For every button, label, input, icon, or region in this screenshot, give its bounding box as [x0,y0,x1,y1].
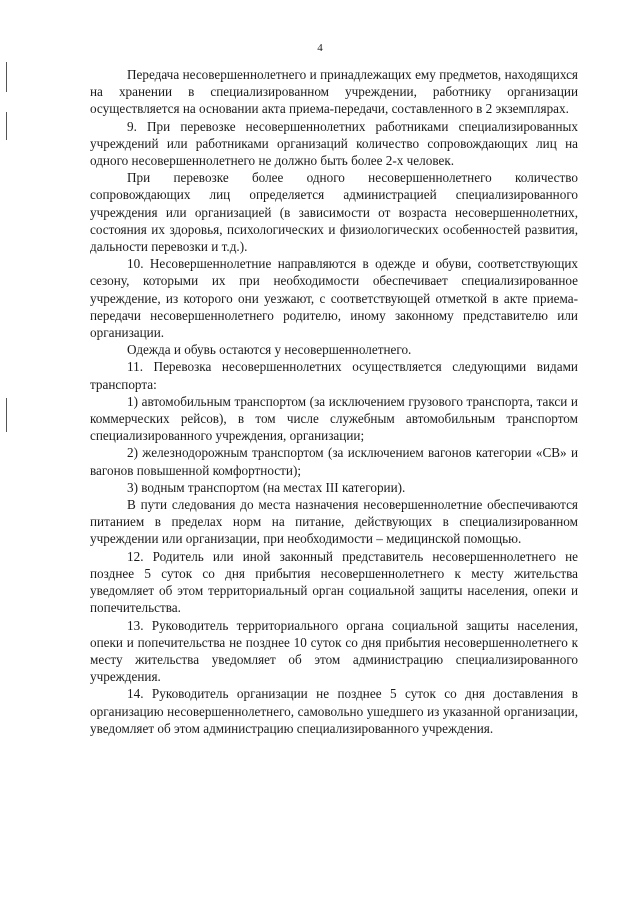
paragraph-13: 13. Руководитель территориального органа социальной защиты населения, опеки и попечительства не позднее 10 суток со дня прибытия несовершеннолетнего к месту жительства уведомляет об этом администрацию специализированного учреждения. [90,617,578,685]
scan-edge-mark [6,112,7,140]
list-item-water: 3) водным транспортом (на местах III категории). [127,479,406,495]
list-item-automobile: 1) автомобильным транспортом (за исключением грузового транспорта, такси и коммерческих рейсов), в том числе служебным автомобильным транспортом специализированного учреждения, организации; [90,393,578,444]
page-number: 4 [317,42,323,54]
paragraph-10: 10. Несовершеннолетние направляются в одежде и обуви, соответствующих сезону, которыми их при необходимости обеспечивает специализированное учреждение, из которого они уезжают, с соответствующей отметкой в акте приема-передачи несовершеннолетнего родителю, иному законному представителю или организации. [90,256,578,341]
paragraph-meals: В пути следования до места назначения несовершеннолетние обеспечиваются питанием в пределах норм на питание, действующих в специализированном учреждении или организации, при необходимости – медицинской помощью. [90,497,578,547]
scan-edge-mark [6,62,7,92]
paragraph-transfer: Передача несовершеннолетнего и принадлежащих ему предметов, находящихся на хранении в специализированном учреждении, работнику организации осуществляется на основании акта приема-передачи, составленного в 2 экземплярах. [90,67,578,117]
paragraph-clothing: Одежда и обувь остаются у несовершеннолетнего. [127,342,412,358]
scan-edge-mark [6,398,7,432]
paragraph-14: 14. Руководитель организации не позднее 5 суток со дня доставления в организацию несовершеннолетнего, самовольно ушедшего из указанной организации, уведомляет об этом администрацию специализированного учреждения. [90,686,578,736]
list-item-railway: 2) железнодорожным транспортом (за исключением вагонов категории «СВ» и вагонов повышенной комфортности); [90,445,578,478]
paragraph-11: 11. Перевозка несовершеннолетних осуществляется следующими видами транспорта: [90,359,578,392]
paragraph-12: 12. Родитель или иной законный представитель несовершеннолетнего не позднее 5 суток со дня прибытия несовершеннолетнего к месту жительства уведомляет об этом территориальный орган социальной защиты населения, опеки и попечительства. [90,548,578,616]
paragraph-escort-count: При перевозке более одного несовершеннолетнего количество сопровождающих лиц определяется администрацией специализированного учреждения или организацией (в зависимости от возраста несовершеннолетних, состояния их здоровья, психологических и физиологических особенностей развития, дальности перевозки и т.д.). [90,170,578,255]
paragraph-9: 9. При перевозке несовершеннолетних работниками специализированных учреждений или работниками организаций количество сопровождающих лиц на одного несовершеннолетнего не должно быть более 2-х человек. [90,118,578,169]
document-body [90,66,578,737]
